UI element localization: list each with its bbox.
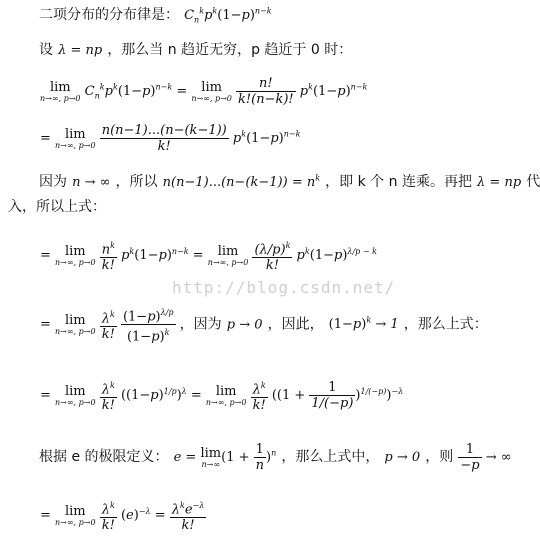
equation-limit-1: lim n→∞, p→0 $C_n^kp^k(1-p)^{n-k}$ = lim n→∞, p→0 $\frac{n!}{k!(n-k)!}$ $p^k(1-p)^{n-k}$ bbox=[40, 76, 368, 107]
equation-limit-5: = lim n→∞, p→0 $\frac{\lambda^k}{k!}$ $((1-p)^{1/p})^\lambda$ = lim n→∞, p→0 $\frac{\lambda^k}{k!}$ ((1 + $\frac{1}{1/(-p)}$ )$^{1/(-p)}$)$^{-\lambda}$ bbox=[40, 378, 403, 413]
binomial-formula: $C_n^kp^k(1-p)^{n-k}$ bbox=[184, 6, 272, 25]
equation-limit-2: = lim n→∞, p→0 $\frac{n(n-1)...(n-(k-1))}{k!}$ $p^k(1-p)^{n-k}$ bbox=[40, 123, 301, 154]
text-line-substitute: 入，所以上式： bbox=[8, 199, 106, 215]
text-line-binomial bbox=[39, 4, 272, 25]
equation-limit-4: = lim n→∞, p→0 $\frac{\lambda^k}{k!}$ $\frac{(1-p)^{\lambda/p}}{(1-p)^k}$ ，因为 p → 0 ，因此， $(1-p)^k \to 1$ ，那么上式： bbox=[40, 305, 488, 345]
text-line-e-definition: 根据 e 的极限定义： e = lim n→∞ (1 + $\frac{1}{n}$ )$^n$ ，那么上式中， p → 0 ，则 $\frac{1}{-p}$ → ∞ bbox=[39, 442, 512, 473]
assume-label: 设 bbox=[39, 42, 53, 58]
lambda-def: λ = np bbox=[58, 43, 103, 58]
text-line-because: 因为 n → ∞ ，所以 $n(n-1)...(n-(k-1)) = n^k$ ，即 k 个 n 连乘。再把 λ = np 代 bbox=[39, 173, 540, 190]
watermark: http://blog.csdn.net/ bbox=[172, 278, 396, 297]
equation-limit-3: = lim n→∞, p→0 $\frac{n^k}{k!}$ $p^k(1-p)^{n-k}$ = lim n→∞, p→0 $\frac{(\lambda/p)^k}{k!}$ $p^k(1-p)^{\lambda/p - k}$ bbox=[40, 238, 377, 273]
equation-result: = lim n→∞, p→0 $\frac{\lambda^k}{k!}$ $(e)^{-\lambda}$ = $\frac{\lambda^ke^{-\lambda}}{k!}$ bbox=[40, 498, 206, 533]
binomial-label: 二项分布的分布律是： bbox=[39, 7, 179, 23]
text-line-assume bbox=[39, 39, 352, 59]
assume-condition: ，那么当 n 趋近无穷，p 趋近于 0 时： bbox=[107, 42, 353, 58]
